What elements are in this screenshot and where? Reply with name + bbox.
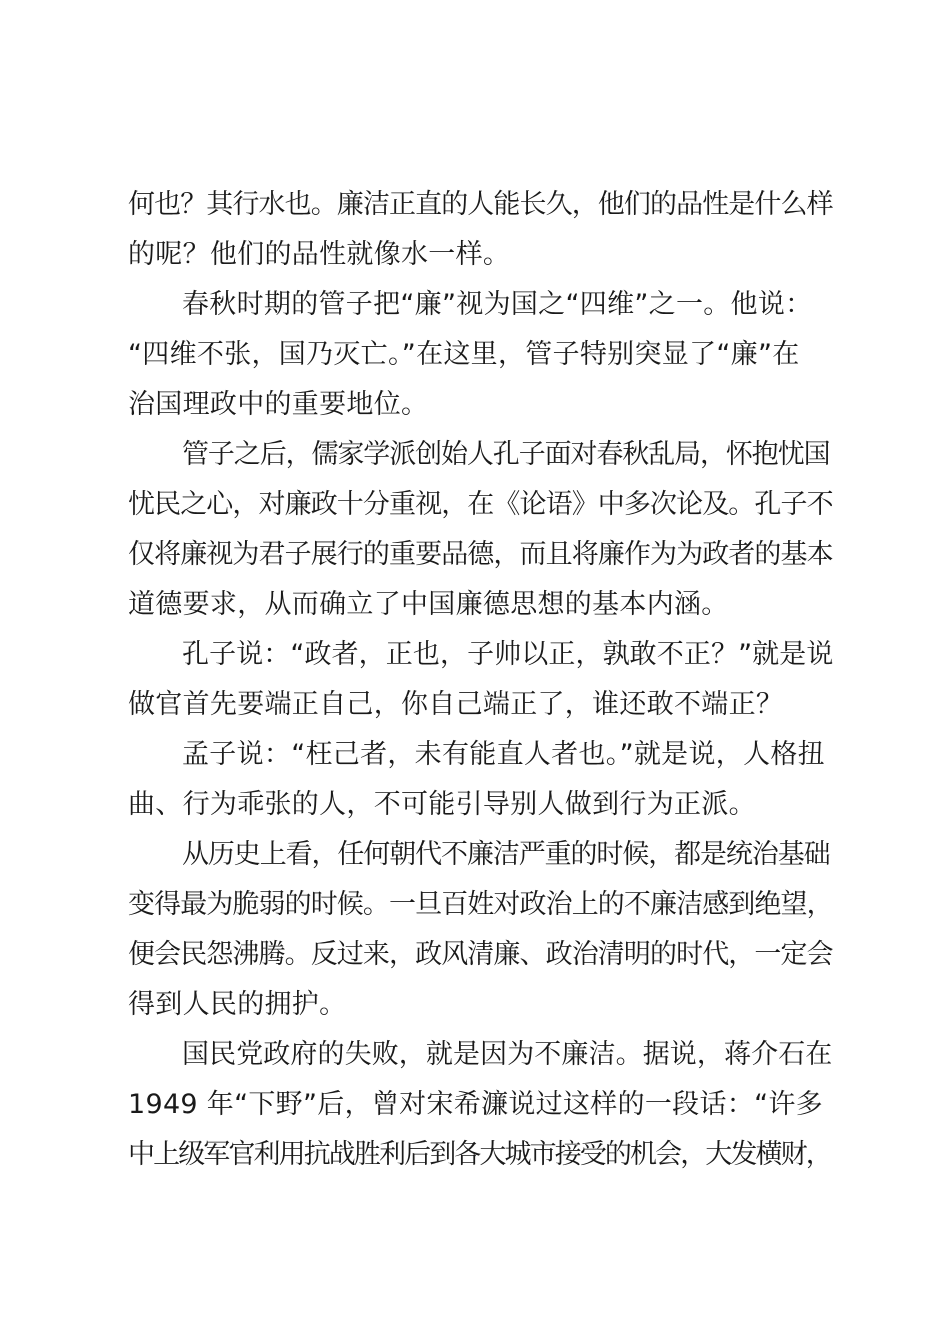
text-line: 曲、行为乖张的人，不可能引导别人做到行为正派。 bbox=[128, 789, 756, 820]
text-line: 中上级军官利用抗战胜利后到各大城市接受的机会，大发横财， bbox=[128, 1139, 831, 1170]
paragraph bbox=[128, 180, 834, 280]
text-line: “四维不张，国乃灭亡。”在这里，管子特别突显了“廉”在 bbox=[128, 339, 800, 370]
text-line: 孔子说：“政者，正也，子帅以正，孰敢不正？”就是说 bbox=[182, 639, 834, 670]
paragraph bbox=[128, 1030, 834, 1180]
text-line: 变得最为脆弱的时候。一旦百姓对政治上的不廉洁感到绝望， bbox=[128, 889, 833, 920]
text-line: 国民党政府的失败，就是因为不廉洁。据说，蒋介石在 bbox=[182, 1039, 833, 1070]
text-line: 忧民之心，对廉政十分重视，在《论语》中多次论及。孔子不 bbox=[128, 489, 833, 520]
text-line: 孟子说：“枉己者，未有能直人者也。”就是说，人格扭 bbox=[182, 739, 825, 770]
text-line: 管子之后，儒家学派创始人孔子面对春秋乱局，怀抱忧国 bbox=[182, 439, 830, 470]
document-body bbox=[128, 180, 834, 1180]
paragraph bbox=[128, 430, 834, 630]
text-line: 治国理政中的重要地位。 bbox=[128, 389, 429, 420]
paragraph bbox=[128, 730, 834, 830]
text-line: 仅将廉视为君子展行的重要品德，而且将廉作为为政者的基本 bbox=[128, 539, 833, 570]
text-line: 做官首先要端正自己，你自己端正了，谁还敢不端正？ bbox=[128, 689, 784, 720]
text-line: 便会民怨沸腾。反过来，政风清廉、政治清明的时代，一定会 bbox=[128, 939, 833, 970]
text-line: 1949 年“下野”后，曾对宋希濂说过这样的一段话：“许多 bbox=[128, 1089, 823, 1120]
paragraph bbox=[128, 280, 834, 430]
paragraph bbox=[128, 630, 834, 730]
text-line: 道德要求，从而确立了中国廉德思想的基本内涵。 bbox=[128, 589, 729, 620]
text-line: 得到人民的拥护。 bbox=[128, 989, 347, 1020]
text-line: 何也？其行水也。廉洁正直的人能长久，他们的品性是什么样 bbox=[128, 189, 833, 220]
paragraph bbox=[128, 830, 834, 1030]
text-line: 的呢？他们的品性就像水一样。 bbox=[128, 239, 511, 270]
text-line: 从历史上看，任何朝代不廉洁严重的时候，都是统治基础 bbox=[182, 839, 830, 870]
text-line: 春秋时期的管子把“廉”视为国之“四维”之一。他说： bbox=[182, 289, 813, 320]
